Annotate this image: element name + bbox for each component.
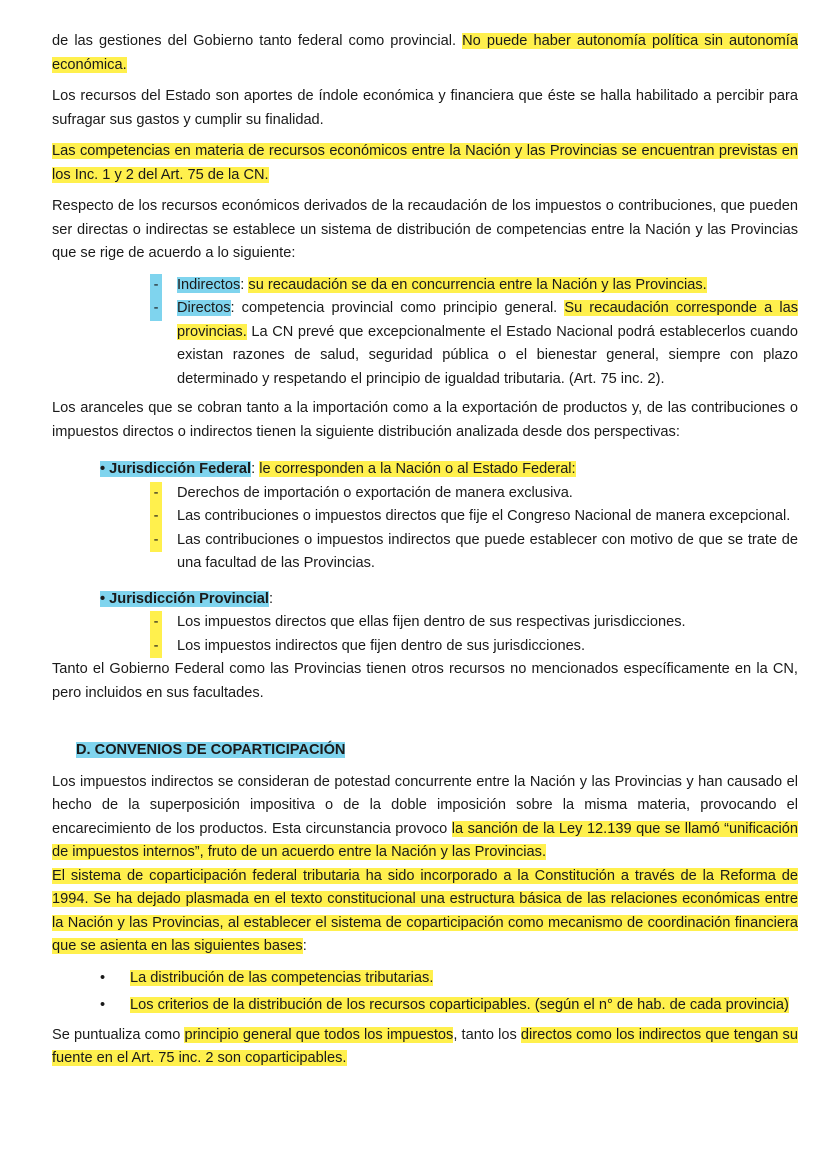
text: Se puntualiza como (52, 1026, 185, 1043)
section-title: • Jurisdicción Federal (100, 461, 252, 477)
highlighted-text: Los criterios de la distribución de los recursos coparticipables. (según el n° de hab. de cada provincia) (130, 997, 789, 1013)
paragraph-autonomia (52, 30, 798, 77)
list-item (52, 611, 798, 635)
highlighted-text: principio general que todos los impuestos (184, 1026, 454, 1043)
paragraph-respecto: Respecto de los recursos económicos derivados de la recaudación de los impuestos o contribuciones, que pueden ser directas o indirectas se establece un sistema de distribución de competencias entre la Nación y las Provincias que se rige de acuerdo a lo siguiente: (52, 198, 798, 261)
list-item-directos (52, 297, 798, 391)
highlighted-text: la sanción de la Ley 12.139 que se llamó “unificación de impuestos internos”, fruto de un acuerdo entre la Nación y las Provincias. (52, 820, 798, 860)
bullet-dot: • (100, 969, 106, 986)
text: : (240, 276, 249, 293)
text: Las contribuciones o impuestos indirectos que puede establecer con motivo de que se trate de una facultad de las Provincias. (177, 531, 798, 571)
highlighted-text: El sistema de coparticipación federal tributaria ha sido incorporado a la Constitución a través de la Reforma de 1994. Se ha dejado plasmada en el texto constitucional una estructura básica de las relaciones económicas entre la Nación y las Provincias, al establecer el sistema de coparticipación como mecanismo de coordinación financiera que se asienta en las siguientes bases (52, 867, 798, 954)
text: , tanto los (453, 1026, 521, 1043)
highlighted-text: su recaudación se da en concurrencia entre la Nación y las Provincias. (248, 276, 707, 293)
list-item (52, 635, 798, 659)
paragraph-otros-recursos: Tanto el Gobierno Federal como las Provincias tienen otros recursos no mencionados específicamente en la CN, pero incluidos en sus facultades. (52, 661, 798, 701)
list-item (52, 482, 798, 506)
text: Los impuestos indirectos se consideran de potestad concurrente entre la Nación y las Provincias y han causado el hecho de la superposición impositiva o de la doble imposición sobre la misma materia, provocando el encarecimiento de los productos. Esta circunstancia provoco (52, 773, 798, 837)
list-item (52, 529, 798, 576)
paragraph-competencias (52, 140, 798, 187)
term-label: Directos (177, 300, 231, 316)
paragraph-impuestos-indirectos (52, 771, 798, 865)
section-title: • Jurisdicción Provincial (100, 590, 269, 607)
paragraph-recursos: Los recursos del Estado son aportes de índole económica y financiera que éste se halla habilitado a percibir para sufragar sus gastos y cumplir su finalidad. (52, 88, 798, 128)
dash-marker: - (150, 482, 162, 506)
list-item (52, 505, 798, 529)
list-impuestos (52, 274, 798, 392)
list-federal (52, 482, 798, 576)
dash-marker: - (150, 274, 162, 298)
list-item (52, 967, 798, 991)
text: : (251, 461, 260, 477)
paragraph-aranceles: Los aranceles que se cobran tanto a la importación como a la exportación de productos y, de las contribuciones o impuestos directos o indirectos tienen la siguiente distribución analizada desde dos perspectivas: (52, 400, 798, 440)
paragraph-sistema (52, 865, 798, 959)
dash-marker: - (150, 635, 162, 659)
text: de las gestiones del Gobierno tanto federal como provincial. (52, 33, 463, 49)
dash-marker: - (150, 529, 162, 553)
section-heading (76, 739, 798, 763)
text: Las contribuciones o impuestos directos que fije el Congreso Nacional de manera excepcional. (177, 508, 791, 524)
term-label: Indirectos (177, 276, 241, 293)
text: : (302, 938, 307, 954)
document-page (52, 30, 798, 1079)
paragraph-puntualiza (52, 1024, 798, 1071)
highlighted-text: Su recaudación corresponde a las provincias. (177, 300, 798, 340)
highlighted-text: directos como los indirectos que tengan su fuente en el Art. 75 inc. 2 son coparticipables. (52, 1026, 798, 1066)
provincial-jurisdiction (100, 588, 798, 612)
dash-marker: - (150, 611, 162, 635)
list-bases (52, 967, 798, 1018)
text: Los impuestos directos que ellas fijen dentro de sus respectivas jurisdicciones. (177, 614, 686, 630)
text: : (268, 590, 274, 607)
list-item (52, 994, 798, 1018)
highlighted-text: le corresponden a la Nación o al Estado Federal: (259, 461, 576, 477)
text: : competencia provincial como principio general. (230, 300, 565, 316)
federal-jurisdiction (100, 458, 798, 482)
text: La CN prevé que excepcionalmente el Estado Nacional podrá establecerlos cuando existan razones de salud, seguridad pública o el bienestar general, siempre con plazo determinado y respetando el principio de igualdad tributaria. (Art. 75 inc. 2). (177, 323, 798, 387)
highlighted-text: La distribución de las competencias tributarias. (130, 969, 434, 986)
text: Derechos de importación o exportación de manera exclusiva. (177, 484, 573, 501)
highlighted-text: Las competencias en materia de recursos económicos entre la Nación y las Provincias se encuentran previstas en los Inc. 1 y 2 del Art. 75 de la CN. (52, 143, 798, 183)
dash-marker: - (150, 505, 162, 529)
highlighted-text: No puede haber autonomía política sin autonomía económica. (52, 33, 798, 73)
list-provincial (52, 611, 798, 658)
bullet-dot: • (100, 997, 106, 1013)
list-item-indirectos (52, 274, 798, 298)
heading-text: D. CONVENIOS DE COPARTICIPACIÓN (76, 742, 346, 758)
dash-marker: - (150, 297, 162, 321)
text: Los impuestos indirectos que fijen dentro de sus jurisdicciones. (177, 637, 586, 654)
